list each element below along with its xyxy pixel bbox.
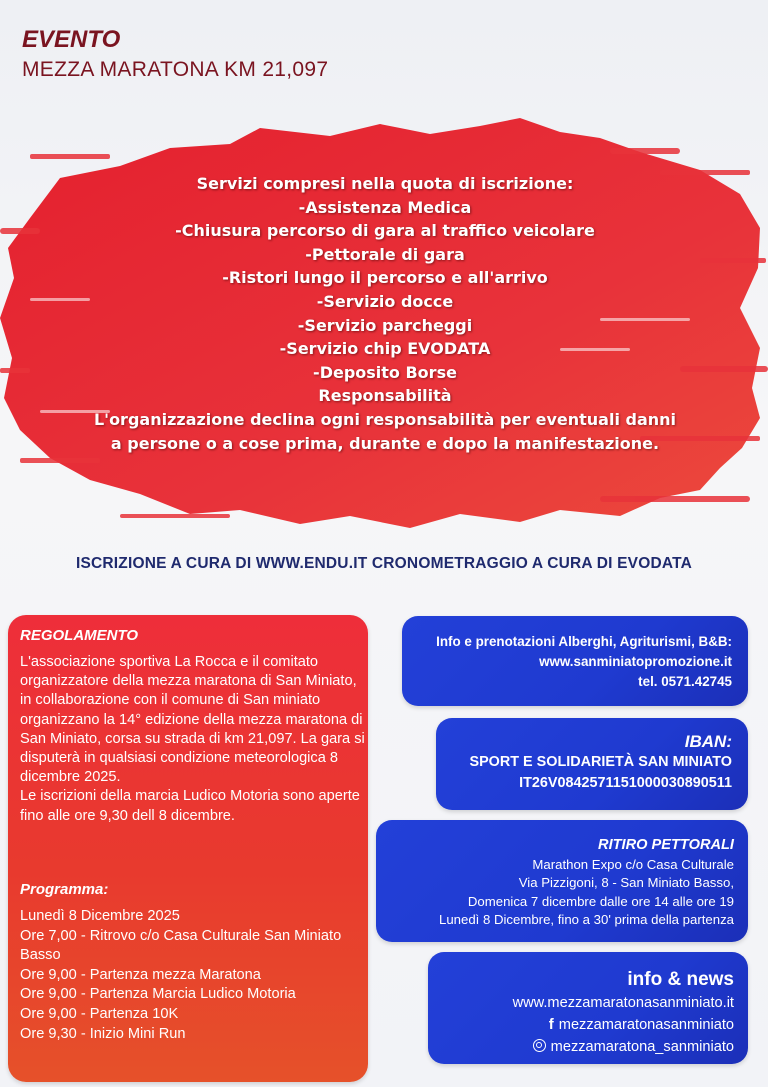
- registration-banner: ISCRIZIONE A CURA DI WWW.ENDU.IT CRONOMETRAGGIO A CURA DI EVODATA: [75, 555, 693, 572]
- program-heading: Programma:: [20, 881, 109, 898]
- program-item: Lunedì 8 Dicembre 2025: [20, 908, 180, 924]
- page-header: [22, 26, 328, 82]
- instagram-icon: [533, 1039, 546, 1052]
- pettorali-line: Lunedì 8 Dicembre, fino a 30' prima della partenza: [438, 912, 734, 928]
- service-item: -Ristori lungo il percorso e all'arrivo: [222, 268, 548, 288]
- news-website[interactable]: www.mezzamaratonasanminiato.it: [512, 995, 734, 1011]
- hotels-phone[interactable]: tel. 0571.42745: [638, 674, 732, 689]
- service-item: -Servizio docce: [316, 291, 454, 311]
- disclaimer-text: L'organizzazione declina ogni responsabilità per eventuali danni a persone o a cose prima, durante e dopo la manifestazione.: [93, 409, 677, 453]
- news-instagram-row[interactable]: [436, 1036, 734, 1058]
- pettorali-panel: [376, 820, 748, 942]
- program-item: Ore 9,30 - Inizio Mini Run: [20, 1025, 186, 1042]
- hotels-url[interactable]: www.sanminiatopromozione.it: [539, 654, 732, 669]
- service-item: -Servizio parcheggi: [297, 315, 473, 335]
- program-list: [20, 907, 360, 1044]
- iban-label: IBAN:: [684, 732, 732, 751]
- program-item: Ore 9,00 - Partenza Marcia Ludico Motoria: [20, 986, 296, 1003]
- included-services: [90, 172, 680, 455]
- hotels-panel: [402, 616, 748, 706]
- facebook-icon: f: [548, 1016, 554, 1033]
- program-item: Ore 9,00 - Partenza mezza Maratona: [20, 966, 261, 983]
- news-facebook-row[interactable]: [436, 1014, 734, 1036]
- regolamento-text-2: Le iscrizioni della marcia Ludico Motoria sono aperte fino alle ore 9,30 dell 8 dicembre.: [20, 788, 360, 824]
- program-item: Ore 7,00 - Ritrovo c/o Casa Culturale San Miniato Basso: [20, 927, 342, 964]
- iban-name: SPORT E SOLIDARIETÀ SAN MINIATO: [469, 754, 732, 770]
- pettorali-line: Marathon Expo c/o Casa Culturale: [532, 857, 734, 872]
- news-label: info & news: [627, 969, 734, 990]
- news-panel: [428, 952, 748, 1064]
- pettorali-line: Domenica 7 dicembre dalle ore 14 alle ore 19: [467, 893, 734, 909]
- regolamento-text: L'associazione sportiva La Rocca e il comitato organizzatore della mezza maratona di San Miniato, in collaborazione con il comune di San miniato organizzano la 14° edizione della mezza maratona di San Miniato, corsa su strada di km 21,097. La gara si disputerà in qualsiasi condizione meteorologica 8 dicembre 2025.: [20, 654, 365, 786]
- service-item: -Assistenza Medica: [298, 197, 472, 217]
- service-item: -Deposito Borse: [313, 362, 457, 382]
- service-item: -Chiusura percorso di gara al traffico veicolare: [175, 221, 595, 241]
- iban-panel: [436, 718, 748, 810]
- iban-code: IT26V0842571151000030890511: [519, 775, 732, 791]
- service-item: -Servizio chip EVODATA: [279, 339, 491, 359]
- pettorali-line: Via Pizzigoni, 8 - San Miniato Basso,: [518, 875, 734, 891]
- regolamento-body: [20, 653, 365, 826]
- news-facebook: mezzamaratonasanminiato: [558, 1017, 734, 1033]
- responsibility-heading: Responsabilità: [318, 386, 452, 406]
- program-item: Ore 9,00 - Partenza 10K: [20, 1005, 179, 1022]
- regolamento-panel: [8, 615, 368, 1082]
- news-instagram: mezzamaratona_sanminiato: [550, 1039, 734, 1055]
- event-label: EVENTO: [22, 26, 121, 53]
- pettorali-label: RITIRO PETTORALI: [598, 837, 734, 853]
- services-heading: Servizi compresi nella quota di iscrizione:: [196, 174, 574, 193]
- event-title: MEZZA MARATONA KM 21,097: [22, 58, 329, 81]
- service-item: -Pettorale di gara: [305, 244, 465, 264]
- regolamento-heading: REGOLAMENTO: [20, 627, 139, 644]
- hotels-label: Info e prenotazioni Alberghi, Agriturismi, B&B:: [436, 634, 732, 649]
